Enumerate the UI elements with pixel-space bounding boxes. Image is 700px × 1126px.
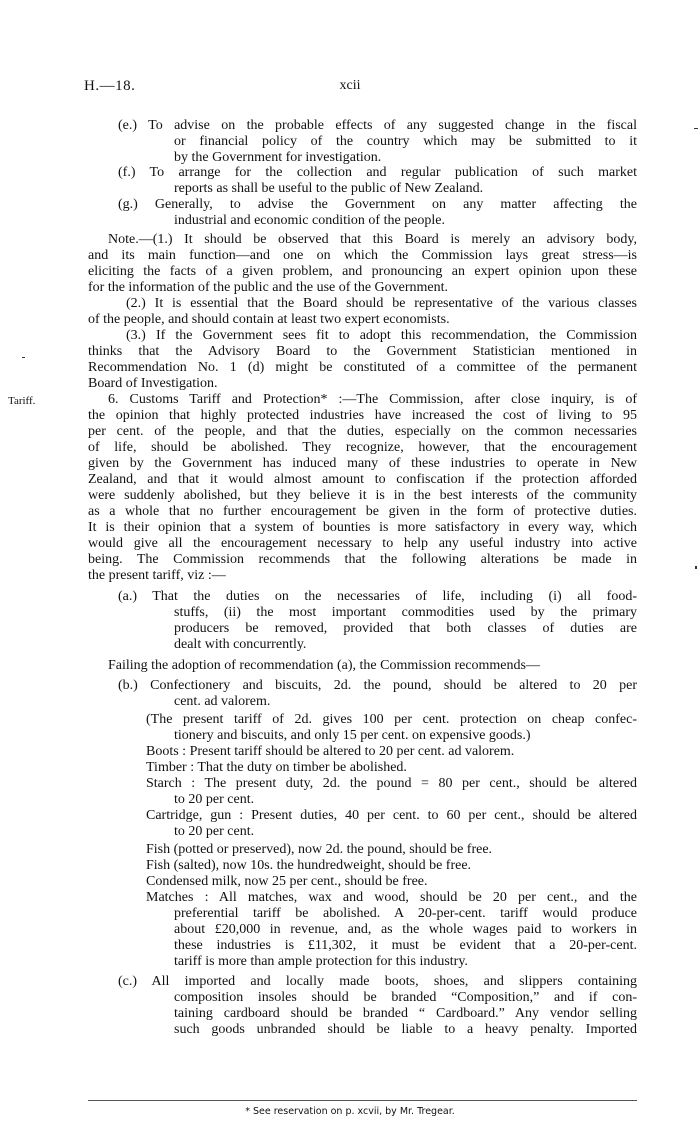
text-line: such goods unbranded should be liable to a heavy penalty. Imported	[174, 1022, 637, 1037]
text-line: stuffs, (ii) the most important commodities used by the primary	[174, 605, 637, 620]
text-line: It is their opinion that a system of bounties is more satisfactory in every way, which	[88, 520, 637, 535]
text-line: of the people, and should contain at least two expert economists.	[88, 312, 450, 327]
text-line: Condensed milk, now 25 per cent., should be free.	[146, 874, 428, 889]
text-line: reports as shall be useful to the public of New Zealand.	[174, 181, 484, 196]
text-line: were suddenly abolished, but they believe it is in the best interests of the community	[88, 488, 637, 503]
text-line: preferential tariff be abolished. A 20-per-cent. tariff would produce	[174, 906, 637, 921]
scan-mark	[694, 128, 698, 129]
text-line: producers be removed, provided that both classes of duties are	[174, 621, 637, 636]
text-line: industrial and economic condition of the people.	[174, 213, 445, 228]
text-line: and its main function—and one on which the Commission lays great stress—is	[88, 248, 637, 263]
footnote: * See reservation on p. xcvii, by Mr. Tregear.	[245, 1106, 455, 1117]
text-line: of life, should be abolished. They recognize, however, that the encouragement	[88, 440, 637, 455]
text-line: Failing the adoption of recommendation (a), the Commission recommends—	[108, 658, 540, 673]
text-line: Fish (potted or preserved), now 2d. the pound, should be free.	[146, 842, 493, 857]
page-header	[0, 78, 700, 100]
text-line: the present tariff, viz :—	[88, 568, 226, 583]
text-line: composition insoles should be branded “Composition,” and if con-	[174, 990, 637, 1005]
text-line: (c.) All imported and locally made boots, shoes, and slippers containing	[118, 974, 637, 989]
scan-mark	[22, 357, 25, 358]
text-line: taining cardboard should be branded “ Cardboard.” Any vendor selling	[174, 1006, 637, 1021]
text-line: Zealand, and that it would almost amount to confiscation if the protection afforded	[88, 472, 637, 487]
text-line: as a whole that no further encouragement be given in the form of protective duties.	[88, 504, 637, 519]
text-line: (e.) To advise on the probable effects of any suggested change in the fiscal	[118, 118, 637, 133]
text-line: (g.) Generally, to advise the Government on any matter affecting the	[118, 197, 637, 212]
text-line: Boots : Present tariff should be altered to 20 per cent. ad valorem.	[146, 744, 515, 759]
text-line: (3.) If the Government sees fit to adopt this recommendation, the Commission	[126, 328, 637, 343]
page-number: xcii	[339, 78, 361, 93]
text-line: the opinion that highly protected industries have increased the cost of living to 95	[88, 408, 637, 423]
text-line: would give all the encouragement necessary to help any useful industry into active	[88, 536, 637, 551]
text-line: thinks that the Advisory Board to the Government Statistician mentioned in	[88, 344, 637, 359]
text-line: Note.—(1.) It should be observed that this Board is merely an advisory body,	[108, 232, 637, 247]
text-line: (f.) To arrange for the collection and regular publication of such market	[118, 165, 637, 180]
text-line: dealt with concurrently.	[174, 637, 307, 652]
text-line: Fish (salted), now 10s. the hundredweight, should be free.	[146, 858, 472, 873]
text-line: these industries is £11,302, it must be evident that a 20-per-cent.	[174, 938, 637, 953]
text-line: per cent. of the people, and that the duties, especially on the common necessaries	[88, 424, 637, 439]
text-line: to 20 per cent.	[174, 792, 255, 807]
text-line: for the information of the public and the use of the Government.	[88, 280, 449, 295]
text-line: (a.) That the duties on the necessaries of life, including (i) all food-	[118, 589, 637, 604]
text-line: Matches : All matches, wax and wood, should be 20 per cent., and the	[146, 890, 637, 905]
text-line: Recommendation No. 1 (d) might be constituted of a committee of the permanent	[88, 360, 637, 375]
text-line: tionery and biscuits, and only 15 per cent. on expensive goods.)	[174, 728, 531, 743]
text-line: by the Government for investigation.	[174, 150, 382, 165]
text-line: cent. ad valorem.	[174, 694, 271, 709]
document-reference: H.—18.	[84, 78, 136, 94]
text-line: given by the Government has induced many of these industries to operate in New	[88, 456, 637, 471]
text-line: 6. Customs Tariff and Protection* :—The Commission, after close inquiry, is of	[108, 392, 637, 407]
text-line: being. The Commission recommends that the following alterations be made in	[88, 552, 637, 567]
text-line: tariff is more than ample protection for this industry.	[174, 954, 468, 969]
text-line: Board of Investigation.	[88, 376, 218, 391]
text-line: Starch : The present duty, 2d. the pound = 80 per cent., should be altered	[146, 776, 637, 791]
scan-mark	[695, 566, 697, 569]
text-line: Cartridge, gun : Present duties, 40 per cent. to 60 per cent., should be altered	[146, 808, 637, 823]
text-line: (b.) Confectionery and biscuits, 2d. the pound, should be altered to 20 per	[118, 678, 637, 693]
text-line: to 20 per cent.	[174, 824, 255, 839]
text-line: about £20,000 in revenue, and, as the whole wages paid to workers in	[174, 922, 637, 937]
text-line: or financial policy of the country which may be submitted to it	[174, 134, 637, 149]
text-line: (2.) It is essential that the Board should be representative of the various classes	[126, 296, 637, 311]
text-line: Timber : That the duty on timber be abolished.	[146, 760, 407, 775]
text-line: eliciting the facts of a given problem, and pronouncing an expert opinion upon these	[88, 264, 637, 279]
margin-note-tariff: Tariff.	[8, 395, 36, 407]
footnote-rule	[88, 1100, 637, 1101]
text-line: (The present tariff of 2d. gives 100 per cent. protection on cheap confec-	[146, 712, 637, 727]
